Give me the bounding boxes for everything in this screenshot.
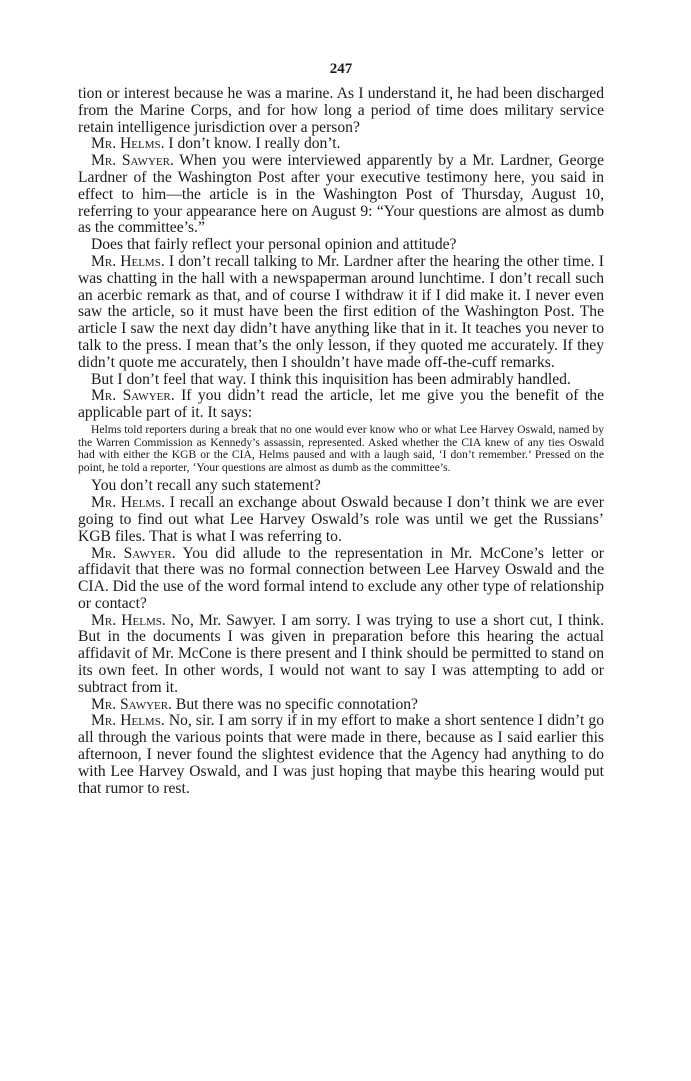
paragraph: [78, 495, 604, 545]
paragraph: [78, 697, 604, 714]
paragraph-text: I recall an exchange about Oswald because I don’t think we are ever going to find out what Lee Harvey Oswald’s role was until we get the Russians’ KGB files. That is what I was referring to.: [78, 494, 604, 545]
paragraph-text: You did allude to the representation in Mr. McCone’s letter or affidavit that there was no formal connection between Lee Harvey Oswald and the CIA. Did the use of the word formal intend to exclude any other type of relationship or contact?: [78, 544, 604, 612]
speaker: Mr. Helms.: [91, 252, 165, 270]
speaker: Mr. Helms.: [91, 494, 166, 512]
paragraph-text: I don’t know. I really don’t.: [164, 135, 341, 153]
paragraph: [78, 153, 604, 237]
speaker: Mr. Sawyer.: [91, 544, 176, 562]
paragraph-text: But there was no specific connotation?: [172, 695, 418, 713]
paragraph: [78, 478, 604, 495]
paragraph-text: When you were interviewed apparently by a Mr. Lardner, George Lardner of the Washington Post after your executive testimony here, you said in effect to him—the article is in the Washington Post of Thursday, August 10, referring to your appearance here on August 9: “Your questions are almost as dumb as the committee’s.”: [78, 152, 604, 237]
paragraph: [78, 546, 604, 613]
paragraph: [78, 372, 604, 389]
block-quote: [78, 424, 604, 474]
paragraph: [78, 86, 604, 136]
paragraph-text: No, sir. I am sorry if in my effort to make a short sentence I didn’t go all through the various points that were made in there, because as I said earlier this afternoon, I never found the slightest evidence that the Agency had anything to do with Lee Harvey Oswald, and I was just hoping that maybe this hearing would put that rumor to rest.: [78, 712, 604, 797]
paragraph-text: I don’t recall talking to Mr. Lardner after the hearing the other time. I was chatting in the hall with a newspaperman around lunchtime. I don’t recall such an acerbic remark as that, and of course I withdraw it if I did make it. I never even saw the article, so it must have been the first edition of the Washington Post. The article I saw the next day didn’t have anything like that in it. It teaches you never to talk to the press. I mean that’s the only lesson, if they quoted me accurately. If they didn’t quote me accurately, then I shouldn’t have made off-the-cuff remarks.: [78, 252, 604, 371]
speaker: Mr. Sawyer.: [91, 152, 174, 170]
page-number: 247: [329, 61, 353, 77]
paragraph-text: Does that fairly reflect your personal opinion and attitude?: [91, 236, 457, 254]
speaker: Mr. Sawyer.: [91, 387, 175, 405]
speaker: Mr. Helms.: [91, 611, 166, 629]
paragraph: [78, 388, 604, 422]
speaker: Mr. Helms.: [91, 712, 165, 730]
paragraph: [78, 254, 604, 372]
paragraph-text: You don’t recall any such statement?: [91, 477, 321, 495]
speaker: Mr. Sawyer.: [91, 695, 173, 713]
paragraph-text: But I don’t feel that way. I think this inquisition has been admirably handled.: [91, 370, 571, 388]
paragraph: [78, 136, 604, 153]
document-page: [78, 60, 604, 797]
paragraph: [78, 713, 604, 797]
paragraph: [78, 237, 604, 254]
paragraph-text: If you didn’t read the article, let me give you the benefit of the applicable part of it. It says:: [78, 387, 604, 422]
paragraph-text: No, Mr. Sawyer. I am sorry. I was trying to use a short cut, I think. But in the documents I was given in preparation before this hearing the actual affidavit of Mr. McCone is there present and I think should be permitted to stand on its own feet. In other words, I would not want to say I was attempting to add or subtract from it.: [78, 611, 604, 696]
paragraph: [78, 613, 604, 697]
paragraph-text: tion or interest because he was a marine. As I understand it, he had been discharged from the Marine Corps, and for how long a period of time does military service retain intelligence jurisdiction over a person?: [78, 85, 604, 136]
speaker: Mr. Helms.: [91, 135, 165, 153]
quote-text: Helms told reporters during a break that no one would ever know who or what Lee Harvey Oswald, named by the Warren Commission as Kennedy’s assassin, represented. Asked whether the CIA knew of any ties Oswald had with either the KGB or the CIA, Helms paused and with a laugh said, ‘I don’t remember.’ Pressed on the point, he told a reporter, ‘Your questions are almost as dumb as the committee’s.: [78, 422, 604, 474]
